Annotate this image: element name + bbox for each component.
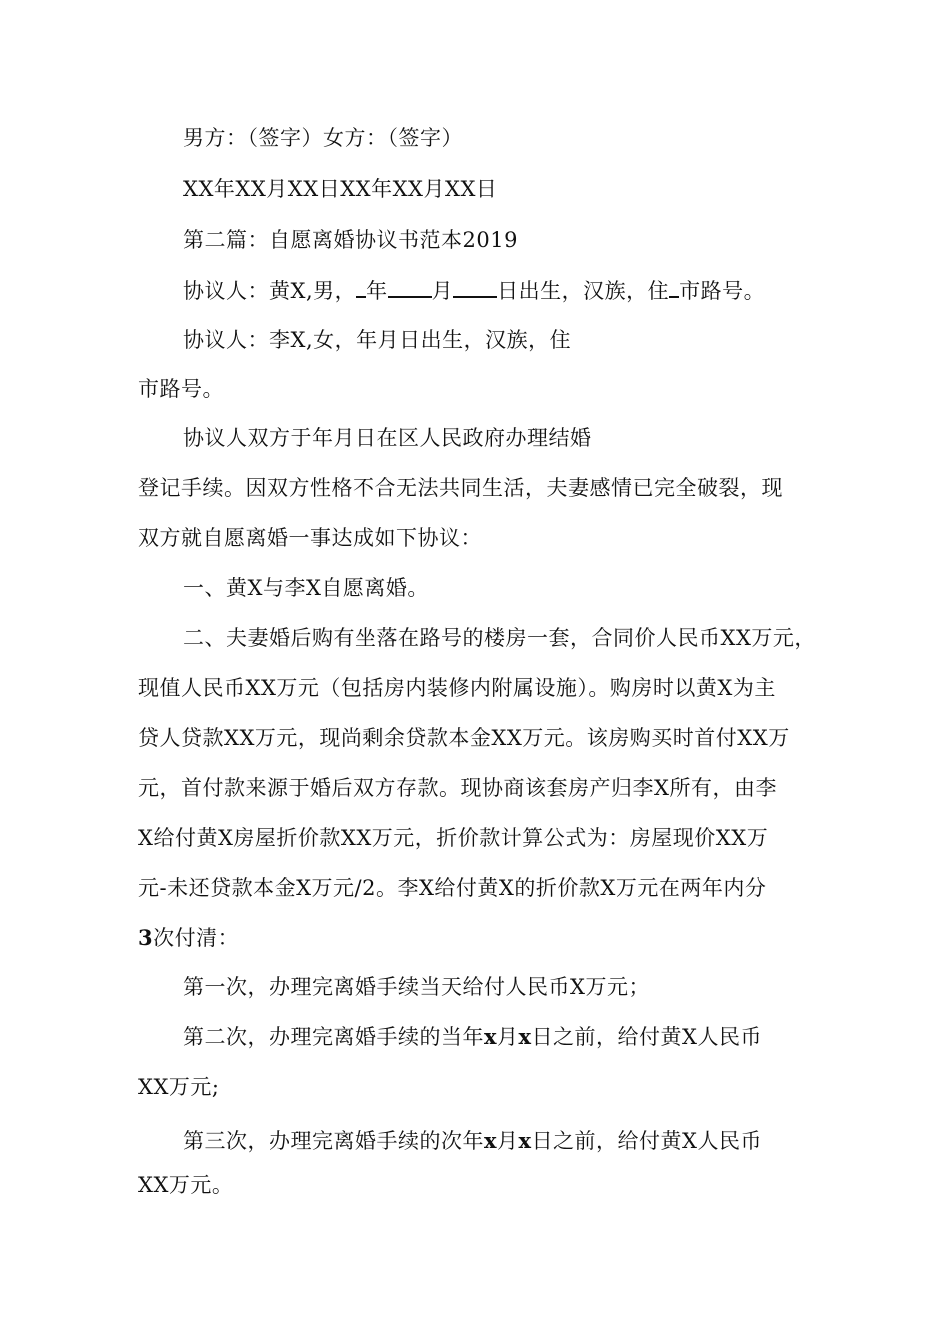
intro-line: 协议人双方于年月日在区人民政府办理结婚 <box>183 426 592 450</box>
payment-2 <box>183 1022 762 1052</box>
payment-2-text-b: 月 <box>497 1025 519 1049</box>
section-heading: 第二篇：自愿离婚协议书范本2019 <box>183 228 518 252</box>
party1-text-a: 协议人：黄X,男， <box>183 279 357 303</box>
blank-underline <box>669 276 679 298</box>
payment-3-text-c: 日之前，给付黄X人民币 <box>531 1129 763 1153</box>
payment-2-text-c: 日之前，给付黄X人民币 <box>531 1025 763 1049</box>
clause-2-end-text: 次付清： <box>153 926 240 950</box>
payment-3 <box>183 1126 762 1156</box>
clause-2-end <box>138 923 239 953</box>
party2-line: 协议人：李X,女，年月日出生，汉族，住 <box>183 328 572 352</box>
payment-3-cont: XX万元。 <box>138 1173 234 1197</box>
clause-2-line: X给付黄X房屋折价款XX万元，折价款计算公式为：房屋现价XX万 <box>138 826 769 850</box>
date-line: XX年XX月XX日XX年XX月XX日 <box>183 177 498 201</box>
payment-3-day-x: x <box>518 1128 532 1153</box>
blank-underline <box>453 276 497 298</box>
clause-2-line: 现值人民币XX万元（包括房内装修内附属设施）。购房时以黄X为主 <box>138 676 776 700</box>
payment-2-day-x: x <box>518 1024 532 1049</box>
intro-line: 登记手续。因双方性格不合无法共同生活，夫妻感情已完全破裂，现 <box>138 476 783 500</box>
payment-2-cont: XX万元; <box>138 1075 220 1099</box>
party1-text-b: 年 <box>366 279 388 303</box>
party1-line <box>183 276 765 306</box>
party1-text-e: 市路号。 <box>679 279 766 303</box>
payment-3-text-a: 第三次，办理完离婚手续的次年 <box>183 1129 484 1153</box>
blank-underline <box>388 276 432 298</box>
party2-line-cont: 市路号。 <box>138 377 224 401</box>
blank-underline <box>356 276 366 298</box>
signature-line: 男方：（签字）女方：（签字） <box>183 126 463 150</box>
clause-1: 一、黄X与李X自愿离婚。 <box>183 576 429 600</box>
payment-3-text-b: 月 <box>497 1129 519 1153</box>
payment-1: 第一次，办理完离婚手续当天给付人民币X万元； <box>183 975 650 999</box>
clause-2-line: 贷人贷款XX万元，现尚剩余贷款本金XX万元。该房购买时首付XX万 <box>138 726 790 750</box>
party1-text-d: 日出生，汉族，住 <box>497 279 670 303</box>
clause-2-line: 元，首付款来源于婚后双方存款。现协商该套房产归李X所有，由李 <box>138 776 777 800</box>
intro-line: 双方就自愿离婚一事达成如下协议： <box>138 526 482 550</box>
payment-3-month-x: x <box>484 1128 498 1153</box>
clause-2-line: 元-未还贷款本金X万元/2。李X给付黄X的折价款X万元在两年内分 <box>138 876 767 900</box>
payment-2-text-a: 第二次，办理完离婚手续的当年 <box>183 1025 484 1049</box>
payment-2-month-x: x <box>484 1024 498 1049</box>
clause-2-end-number: 3 <box>138 925 154 950</box>
party1-text-c: 月 <box>431 279 454 303</box>
clause-2-line: 二、夫妻婚后购有坐落在路号的楼房一套，合同价人民币XX万元， <box>183 626 816 650</box>
